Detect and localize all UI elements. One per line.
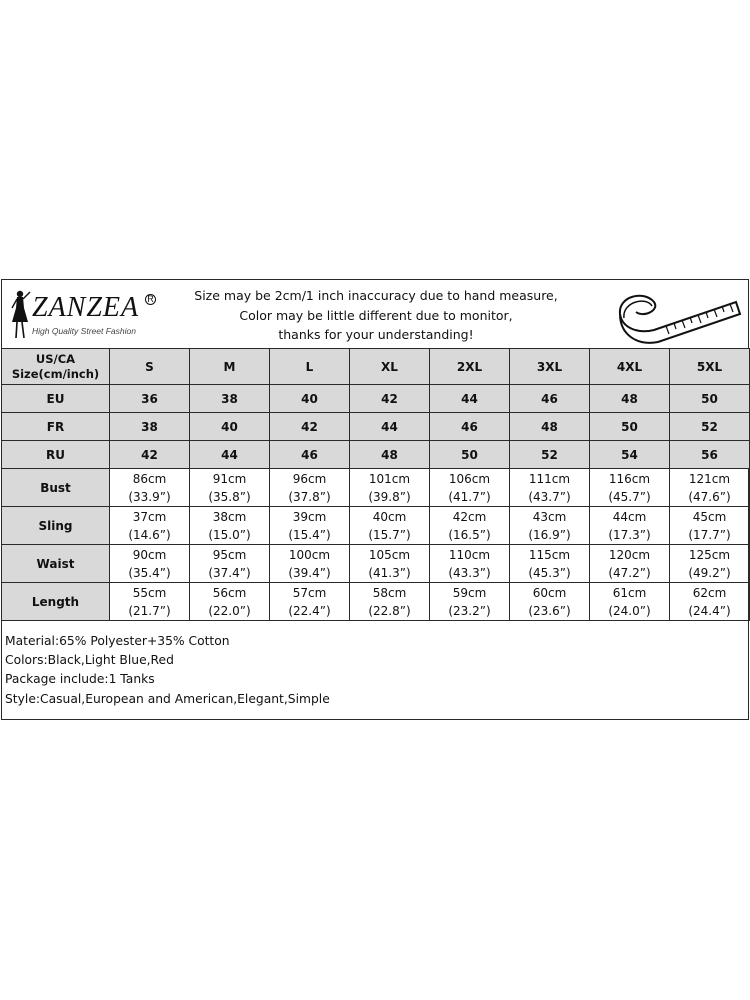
value-cm: 56cm [212, 585, 247, 600]
size-label: 4XL [590, 349, 670, 385]
value-inch: (22.0”) [208, 603, 251, 618]
value-inch: (24.0”) [608, 603, 651, 618]
detail-style: Style:Casual,European and American,Elegant,Simple [5, 691, 330, 706]
value-inch: (35.8”) [208, 489, 251, 504]
measurement-cell [510, 469, 590, 507]
conversion-row [2, 385, 750, 413]
value-cm: 90cm [132, 547, 167, 562]
notice-line: Size may be 2cm/1 inch inaccuracy due to hand measure, [194, 288, 558, 303]
value-inch: (15.7”) [368, 527, 411, 542]
detail-package: Package include:1 Tanks [5, 672, 155, 687]
size-label: 3XL [510, 349, 590, 385]
value-inch: (47.2”) [608, 565, 651, 580]
conversion-cell: 46 [430, 413, 510, 441]
row-label: Length [2, 583, 110, 621]
measurement-cell [270, 583, 350, 621]
value-cm: 120cm [608, 547, 651, 562]
value-inch: (22.4”) [288, 603, 331, 618]
conversion-cell: 46 [270, 441, 350, 469]
value-cm: 44cm [612, 509, 647, 524]
value-cm: 116cm [608, 471, 651, 486]
notice-line: thanks for your understanding! [278, 327, 474, 342]
value-inch: (33.9”) [128, 489, 171, 504]
measurement-cell [670, 583, 750, 621]
row-label: EU [2, 385, 110, 413]
value-cm: 101cm [368, 471, 411, 486]
measurement-cell [350, 583, 430, 621]
value-inch: (45.3”) [528, 565, 571, 580]
value-inch: (47.6”) [688, 489, 731, 504]
value-inch: (39.4”) [288, 565, 331, 580]
value-cm: 106cm [448, 471, 491, 486]
brand-tagline: High Quality Street Fashion [32, 326, 136, 336]
detail-material: Material:65% Polyester+35% Cotton [5, 634, 230, 648]
size-table [1, 348, 750, 621]
measurement-cell [190, 583, 270, 621]
measuring-tape-icon [614, 284, 742, 344]
measurement-cell [510, 507, 590, 545]
measurement-row [2, 469, 750, 507]
conversion-cell: 40 [190, 413, 270, 441]
value-inch: (23.2”) [448, 603, 491, 618]
measurement-cell [590, 583, 670, 621]
measurement-cell [270, 545, 350, 583]
value-cm: 110cm [448, 547, 491, 562]
value-inch: (17.7”) [688, 527, 731, 542]
fashion-figure-icon [8, 288, 34, 342]
value-cm: 62cm [692, 585, 727, 600]
size-label: 5XL [670, 349, 750, 385]
value-cm: 37cm [132, 509, 167, 524]
value-inch: (43.3”) [448, 565, 491, 580]
value-cm: 95cm [212, 547, 247, 562]
value-inch: (24.4”) [688, 603, 731, 618]
brand-name: ZANZEA [32, 292, 140, 323]
value-cm: 42cm [452, 509, 487, 524]
detail-colors: Colors:Black,Light Blue,Red [5, 653, 174, 668]
measurement-cell [190, 507, 270, 545]
conversion-cell: 50 [670, 385, 750, 413]
conversion-cell: 40 [270, 385, 350, 413]
measurement-cell [270, 507, 350, 545]
measurement-cell [510, 583, 590, 621]
size-label: S [110, 349, 190, 385]
notice-line: Color may be little different due to monitor, [239, 307, 513, 323]
value-cm: 86cm [132, 471, 167, 486]
measurement-cell [190, 469, 270, 507]
row-label: Waist [2, 545, 110, 583]
product-details [5, 632, 745, 709]
value-cm: 40cm [372, 509, 407, 524]
measurement-cell [430, 507, 510, 545]
value-cm: 96cm [292, 471, 327, 486]
measurement-cell [430, 545, 510, 583]
conversion-cell: 38 [110, 413, 190, 441]
value-cm: 57cm [292, 585, 327, 600]
measurement-row [2, 545, 750, 583]
row-label: RU [2, 441, 110, 469]
conversion-cell: 46 [510, 385, 590, 413]
value-cm: 115cm [528, 547, 571, 562]
measurement-cell [190, 545, 270, 583]
value-inch: (21.7”) [128, 603, 171, 618]
value-cm: 125cm [688, 547, 731, 562]
conversion-cell: 36 [110, 385, 190, 413]
conversion-cell: 44 [350, 413, 430, 441]
size-label: L [270, 349, 350, 385]
value-inch: (49.2”) [688, 565, 731, 580]
conversion-cell: 48 [510, 413, 590, 441]
conversion-cell: 48 [590, 385, 670, 413]
value-inch: (37.8”) [288, 489, 331, 504]
value-cm: 39cm [292, 509, 327, 524]
value-cm: 45cm [692, 509, 727, 524]
conversion-cell: 44 [430, 385, 510, 413]
measurement-notice [162, 286, 590, 345]
value-inch: (45.7”) [608, 489, 651, 504]
value-inch: (39.8”) [368, 489, 411, 504]
size-chart-header [2, 280, 748, 348]
size-label: XL [350, 349, 430, 385]
value-inch: (37.4”) [208, 565, 251, 580]
corner-label: Size(cm/inch) [11, 366, 100, 381]
measurement-cell [670, 545, 750, 583]
conversion-cell: 38 [190, 385, 270, 413]
measurement-cell [110, 469, 190, 507]
conversion-cell: 50 [430, 441, 510, 469]
value-cm: 43cm [532, 509, 567, 524]
size-label: M [190, 349, 270, 385]
conversion-cell: 50 [590, 413, 670, 441]
value-cm: 91cm [212, 471, 247, 486]
brand-logo [8, 288, 158, 344]
value-cm: 60cm [532, 585, 567, 600]
value-cm: 61cm [612, 585, 647, 600]
value-inch: (15.4”) [288, 527, 331, 542]
corner-label: US/CA [35, 351, 76, 366]
value-inch: (23.6”) [528, 603, 571, 618]
conversion-cell: 48 [350, 441, 430, 469]
measurement-cell [110, 583, 190, 621]
conversion-cell: 44 [190, 441, 270, 469]
value-inch: (41.3”) [368, 565, 411, 580]
value-inch: (14.6”) [128, 527, 171, 542]
measurement-cell [110, 545, 190, 583]
measurement-cell [670, 507, 750, 545]
measurement-cell [590, 507, 670, 545]
measurement-cell [350, 469, 430, 507]
row-label: Sling [2, 507, 110, 545]
measurement-cell [350, 545, 430, 583]
value-inch: (17.3”) [608, 527, 651, 542]
registered-mark: R [145, 294, 156, 305]
value-inch: (43.7”) [528, 489, 571, 504]
conversion-cell: 52 [510, 441, 590, 469]
value-inch: (15.0”) [208, 527, 251, 542]
value-inch: (41.7”) [448, 489, 491, 504]
conversion-cell: 56 [670, 441, 750, 469]
conversion-cell: 42 [110, 441, 190, 469]
value-inch: (35.4”) [128, 565, 171, 580]
row-label: Bust [2, 469, 110, 507]
size-header-row [2, 349, 750, 385]
value-inch: (16.9”) [528, 527, 571, 542]
conversion-row [2, 441, 750, 469]
value-inch: (22.8”) [368, 603, 411, 618]
conversion-row [2, 413, 750, 441]
conversion-cell: 54 [590, 441, 670, 469]
measurement-row [2, 583, 750, 621]
value-cm: 55cm [132, 585, 167, 600]
row-label: FR [2, 413, 110, 441]
value-cm: 100cm [288, 547, 331, 562]
size-label: 2XL [430, 349, 510, 385]
measurement-row [2, 507, 750, 545]
measurement-cell [670, 469, 750, 507]
value-cm: 105cm [368, 547, 411, 562]
value-cm: 38cm [212, 509, 247, 524]
size-corner-cell [2, 349, 110, 385]
value-cm: 58cm [372, 585, 407, 600]
measurement-cell [590, 469, 670, 507]
measurement-cell [270, 469, 350, 507]
measurement-cell [350, 507, 430, 545]
measurement-cell [430, 583, 510, 621]
value-cm: 111cm [528, 471, 571, 486]
conversion-cell: 42 [350, 385, 430, 413]
measurement-cell [590, 545, 670, 583]
value-inch: (16.5”) [448, 527, 491, 542]
value-cm: 121cm [688, 471, 731, 486]
measurement-cell [430, 469, 510, 507]
measurement-cell [110, 507, 190, 545]
conversion-cell: 52 [670, 413, 750, 441]
conversion-cell: 42 [270, 413, 350, 441]
size-chart [1, 279, 749, 720]
measurement-cell [510, 545, 590, 583]
value-cm: 59cm [452, 585, 487, 600]
